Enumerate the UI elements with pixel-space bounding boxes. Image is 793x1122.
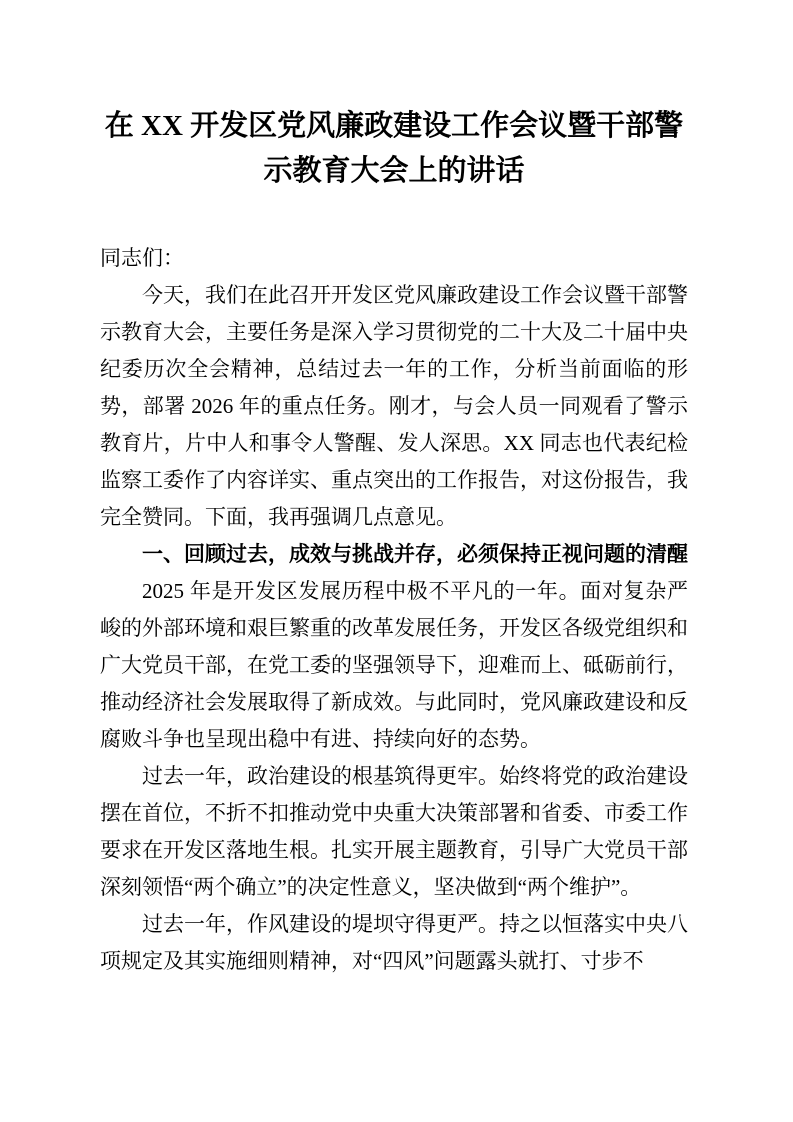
salutation: 同志们： bbox=[100, 246, 184, 270]
paragraph-work-style: 过去一年，作风建设的堤坝守得更严。持之以恒落实中央八项规定及其实施细则精神，对“四风”问题露头就打、寸步不 bbox=[100, 912, 688, 973]
paragraph-review-2025: 2025 年是开发区发展历程中极不平凡的一年。面对复杂严峻的外部环境和艰巨繁重的改革发展任务，开发区各级党组织和广大党员干部，在党工委的坚强领导下，迎难而上、砥砺前行，推动经济社会发展取得了新成效。与此同时，党风廉政建设和反腐败斗争也呈现出稳中有进、持续向好的态势。 bbox=[100, 579, 688, 751]
section-heading-1: 一、回顾过去，成效与挑战并存，必须保持正视问题的清醒 bbox=[142, 543, 688, 566]
document-title: 在 XX 开发区党风廉政建设工作会议暨干部警示教育大会上的讲话 bbox=[104, 110, 684, 187]
paragraph-opening: 今天，我们在此召开开发区党风廉政建设工作会议暨干部警示教育大会，主要任务是深入学习贯彻党的二十大及二十届中央纪委历次全会精神，总结过去一年的工作，分析当前面临的形势，部署 2026 年的重点任务。刚才，与会人员一同观看了警示教育片，片中人和事令人警醒、发人深思。XX 同志也代表纪检监察工委作了内容详实、重点突出的工作报告，对这份报告，我完全赞同。下面，我再强调几点意见。 bbox=[100, 283, 688, 529]
paragraph-political-construction: 过去一年，政治建设的根基筑得更牢。始终将党的政治建设摆在首位，不折不扣推动党中央重大决策部署和省委、市委工作要求在开发区落地生根。扎实开展主题教育，引导广大党员干部深刻领悟“两个确立”的决定性意义，坚决做到“两个维护”。 bbox=[100, 764, 688, 899]
